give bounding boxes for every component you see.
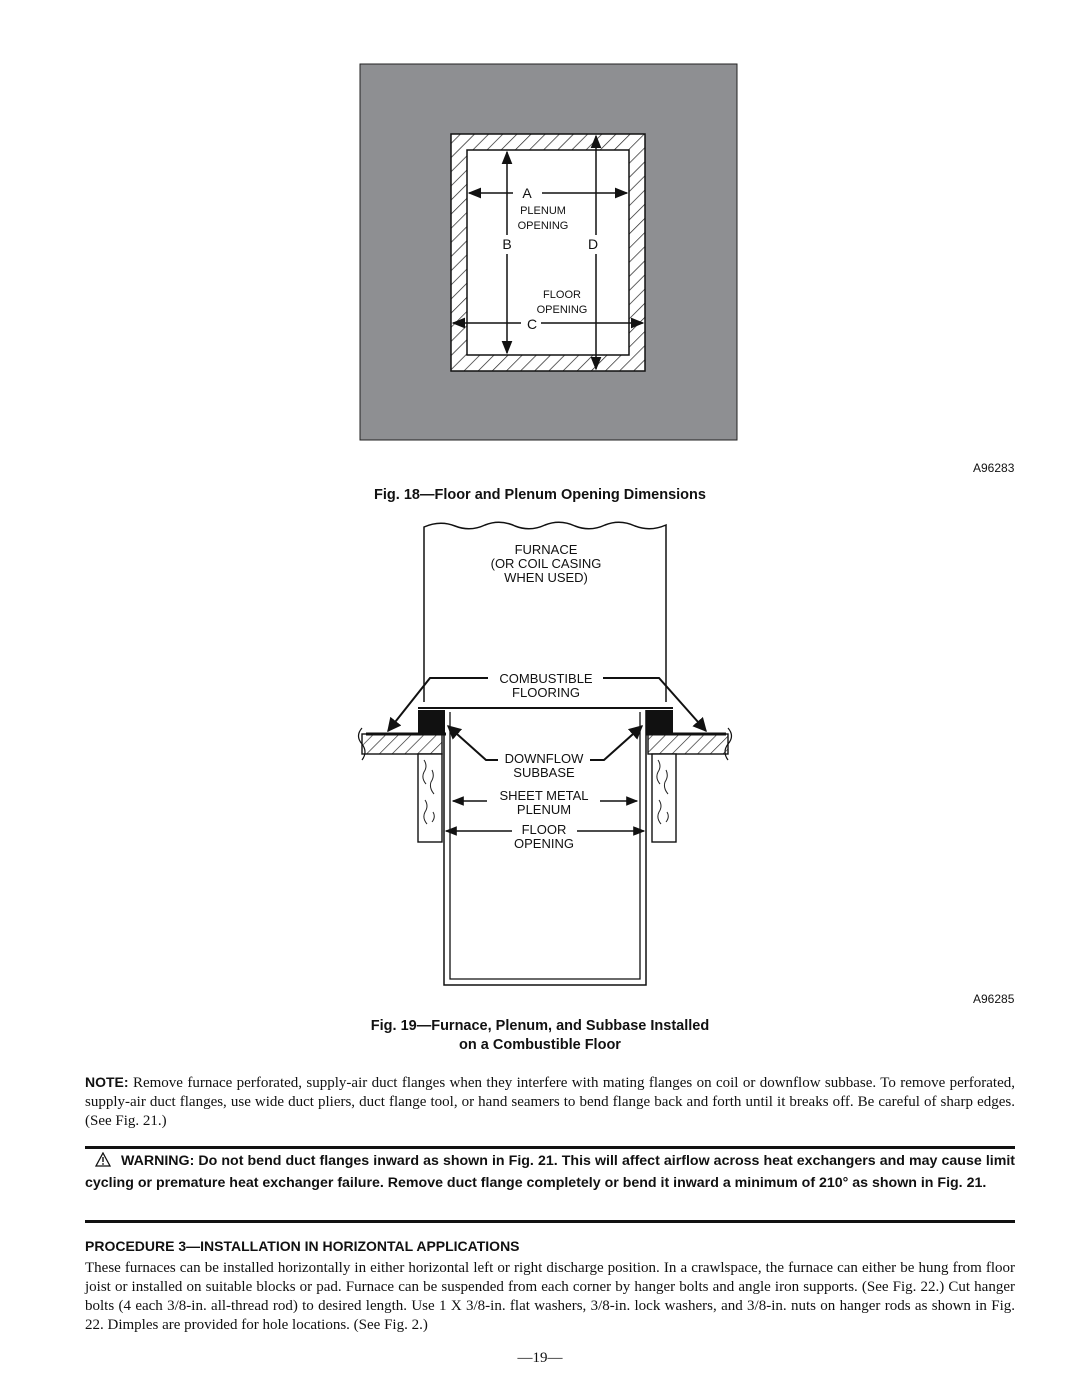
floor-right [648,734,728,754]
plenum-opening-label-2: OPENING [517,220,569,232]
section-heading: PROCEDURE 3—INSTALLATION IN HORIZONTAL APPLICATIONS [85,1238,520,1254]
dim-b-label: B [502,236,512,252]
furnace-label-2: (OR COIL CASING [490,556,602,571]
joist-left [418,754,442,842]
figure-caption: on a Combustible Floor [459,1037,621,1053]
dim-d-label: D [587,236,599,252]
note-paragraph [85,1073,1015,1131]
divider-rule [85,1146,1015,1149]
plenum-opening-label-1: PLENUM [520,205,566,217]
procedure-paragraph: These furnaces can be installed horizontally in either horizontal left or right discharge position. In a crawlspace, the furnace can either be hung from floor joist or installed on suitable blocks or pad. Furnace can be suspended from each corner by hanger bolts and angle iron supports. (See Fig. 22.) Cut hanger bolts (4 each 3/8-in. all-thread rod) to desired length. Use 1 X 3/8-in. flat washers, 3/8-in. lock washers, and 3/8-in. nuts on hanger rods as shown in Fig. 22. Dimples are provided for hole locations. (See Fig. 2.) [85,1260,1015,1333]
floor-opening-label-1: FLOOR [521,822,567,837]
floor-opening-label-1: FLOOR [543,289,581,301]
downflow-label-2: SUBBASE [513,765,575,780]
downflow-label-1: DOWNFLOW [504,751,584,766]
downflow-leader-right [590,726,642,760]
warning-block [85,1151,1015,1193]
downflow-leader-left [448,726,498,760]
dim-c-label: C [526,316,538,332]
furnace-label-3: WHEN USED) [504,570,588,585]
furnace-subbase-diagram [0,510,1080,1000]
dim-a-label: A [522,185,532,201]
plenum-opening [467,150,629,355]
page-number: —19— [517,1350,563,1366]
note-lead: NOTE: [85,1074,129,1090]
floor-left [362,734,442,754]
figure-reference-code: A96285 [973,992,1015,1006]
subbase-left-block [418,710,445,734]
combustible-label-2: FLOORING [512,685,580,700]
sheet-metal-label-1: SHEET METAL [499,788,589,803]
floor-opening-label-2: OPENING [536,304,588,316]
figure-reference-code: A96283 [973,461,1015,475]
note-text: Remove furnace perforated, supply-air duct flanges when they interfere with mating flanges on coil or downflow subbase. To remove perforated, supply-air duct flanges, use wide duct pliers, duct flange tool, or hand seamers to bend flange back and forth until it breaks off. Be careful of sharp edges. (See Fig. 21.) [85,1075,1016,1129]
figure-caption: Fig. 19—Furnace, Plenum, and Subbase Installed [370,1018,710,1034]
furnace-label-1: FURNACE [514,542,578,557]
warning-triangle-icon [85,1152,121,1173]
subbase-right-block [646,710,673,734]
figure-caption: Fig. 18—Floor and Plenum Opening Dimensions [374,487,706,503]
joist-right [652,754,676,842]
floor-plenum-diagram [0,0,1080,480]
floor-opening-label-2: OPENING [514,836,574,851]
warning-text: WARNING: Do not bend duct flanges inward as shown in Fig. 21. This will affect airflow across heat exchangers and may cause limit cycling or premature heat exchanger failure. Remove duct flange completely or bend it inward a minimum of 210° as shown in Fig. 21. [85,1153,1015,1191]
divider-rule [85,1220,1015,1223]
sheet-metal-label-2: PLENUM [516,802,572,817]
combustible-label-1: COMBUSTIBLE [499,671,593,686]
